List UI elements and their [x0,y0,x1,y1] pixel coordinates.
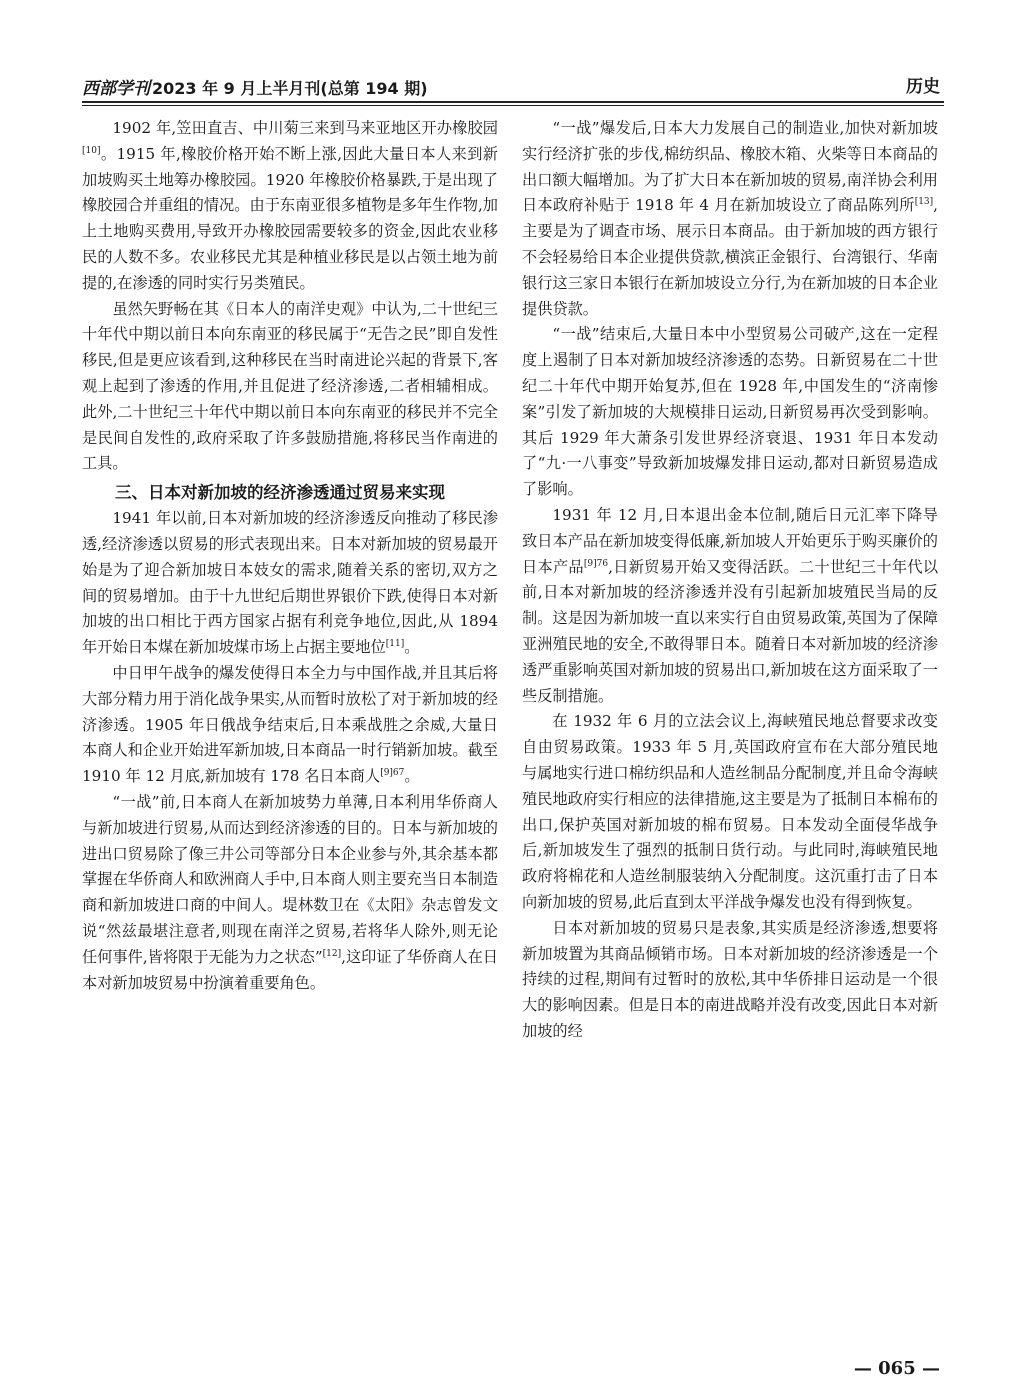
journal-title [82,74,428,99]
journal-logo: 西部学刊 [82,79,150,99]
citation-ref: [10] [82,145,101,156]
issue-info: 2023 年 9 月上半月刊(总第 194 期) [152,79,428,98]
paragraph: 中日甲午战争的爆发使得日本全力与中国作战,并且其后将大部分精力用于消化战争果实,从而暂时放松了对于新加坡的经济渗透。1905 年日俄战争结束后,日本乘战胜之余威,大量日本商人和企业开始进军新加坡,日本商品一时行销新加坡。截至 1910 年 12 月底,新加坡有 178 名日本商人$^{[9]67}$。 [82,663,498,786]
paragraph: “一战”结束后,大量日本中小型贸易公司破产,这在一定程度上遏制了日本对新加坡经济渗透的态势。日新贸易在二十世纪二十年代中期开始复苏,但在 1928 年,中国发生的“济南惨案”引发了新加坡的大规模排日运动,日新贸易再次受到影响。其后 1929 年大萧条引发世界经济衰退、1931 年日本发动了“九·一八事变”导致新加坡爆发排日运动,都对日新贸易造成了影响。 [522,325,938,499]
paragraph: 日本对新加坡的贸易只是表象,其实质是经济渗透,想要将新加坡置为其商品倾销市场。日本对新加坡的经济渗透是一个持续的过程,期间有过暂时的放松,其中华侨排日运动是一个很大的影响因素。但是日本的南进战略并没有改变,因此日本对新加坡的经 [522,918,938,1040]
paragraph: 虽然矢野畅在其《日本人的南洋史观》中认为,二十世纪三十年代中期以前日本向东南亚的移民属于“无告之民”即自发性移民,但是更应该看到,这种移民在当时南进论兴起的背景下,客观上起到了渗透的作用,并且促进了经济渗透,二者相辅相成。此外,二十世纪三十年代中期以前日本向东南亚的移民并不完全是民间自发性的,政府采取了许多鼓励措施,将移民当作南进的工具。 [82,299,498,473]
citation-ref: [11] [385,639,405,650]
paragraph: 1941 年以前,日本对新加坡的经济渗透反向推动了移民渗透,经济渗透以贸易的形式表现出来。日本对新加坡的贸易最开始是为了迎合新加坡日本妓女的需求,随着关系的密切,双方之间的贸易增加。由于十九世纪后期世界银价下跌,使得日本对新加坡的出口相比于西方国家占据有利竞争地位,因此,从 1894 年开始日本煤在新加坡煤市场上占据主要地位[11]。 [82,509,498,657]
section-heading: 三、日本对新加坡的经济渗透通过贸易来实现 [115,483,445,503]
citation-ref: [12] [322,948,342,959]
header-rule-thin [82,105,944,106]
citation-ref: [13] [914,197,934,208]
paragraph: “一战”爆发后,日本大力发展自己的制造业,加快对新加坡实行经济扩张的步伐,棉纺织品、橡胶木箱、火柴等日本商品的出口额大幅增加。为了扩大日本在新加坡的贸易,南洋协会利用日本政府补贴于 1918 年 4 月在新加坡设立了商品陈列所[13],主要是为了调查市场、展示日本商品。由于新加坡的西方银行不会轻易给日本企业提供贷款,横滨正金银行、台湾银行、华南银行这三家日本银行在新加坡设立分行,为在新加坡的日本企业提供贷款。 [522,119,938,318]
page-number: — 065 — [853,1358,940,1379]
paragraph: 在 1932 年 6 月的立法会议上,海峡殖民地总督要求改变自由贸易政策。1933 年 5 月,英国政府宣布在大部分殖民地与属地实行进口棉纺织品和人造丝制品分配制度,并且命令海峡殖民地政府实行相应的法律措施,这主要是为了抵制日本棉布的出口,保护英国对新加坡的棉布贸易。日本发动全面侵华战争后,新加坡发生了强烈的抵制日货行动。与此同时,海峡殖民地政府将棉花和人造丝制服装纳入分配制度。这沉重打击了日本向新加坡的贸易,此后直到太平洋战争爆发也没有得到恢复。 [522,712,938,911]
right-column [522,116,938,1045]
paragraph: “一战”前,日本商人在新加坡势力单薄,日本利用华侨商人与新加坡进行贸易,从而达到经济渗透的目的。日本与新加坡的进出口贸易除了像三井公司等部分日本企业参与外,其余基本都掌握在华侨商人和欧洲商人手中,日本商人则主要充当日本制造商和新加坡进口商的中间人。堤林数卫在《太阳》杂志曾发文说“然兹最堪注意者,则现在南洋之贸易,若将华人除外,则无论任何事件,皆将限于无能为力之状态”[12],这印证了华侨商人在日本对新加坡贸易中扮演着重要角色。 [82,792,498,992]
section-label: 历史 [906,77,940,97]
citation-ref: [9]76 [583,558,609,569]
paragraph: 1902 年,笠田直吉、中川菊三来到马来亚地区开办橡胶园[10]。1915 年,橡胶价格开始不断上涨,因此大量日本人来到新加坡购买土地筹办橡胶园。1920 年橡胶价格暴跌,于是出现了橡胶园合并重组的情况。由于东南亚很多植物是多年生作物,加上土地购买费用,导致开办橡胶园需要较多的资金,因此农业移民的人数不多。农业移民尤其是种植业移民是以占领土地为前提的,在渗透的同时实行另类殖民。 [82,119,498,292]
header-rule [82,101,944,103]
left-column [82,116,498,996]
citation-ref: [9]67 [380,768,405,779]
paragraph: 1931 年 12 月,日本退出金本位制,随后日元汇率下降导致日本产品在新加坡变得低廉,新加坡人开始更乐于购买廉价的日本产品$^{[9]76}$,日新贸易开始又变得活跃。二十世纪三十年代以前,日本对新加坡的经济渗透并没有引起新加坡殖民当局的反制。这是因为新加坡一直以来实行自由贸易政策,英国为了保障亚洲殖民地的安全,不敢得罪日本。随着日本对新加坡的经济渗透严重影响英国对新加坡的贸易出口,新加坡在这方面采取了一些反制措施。 [522,505,939,705]
running-header [82,70,944,104]
